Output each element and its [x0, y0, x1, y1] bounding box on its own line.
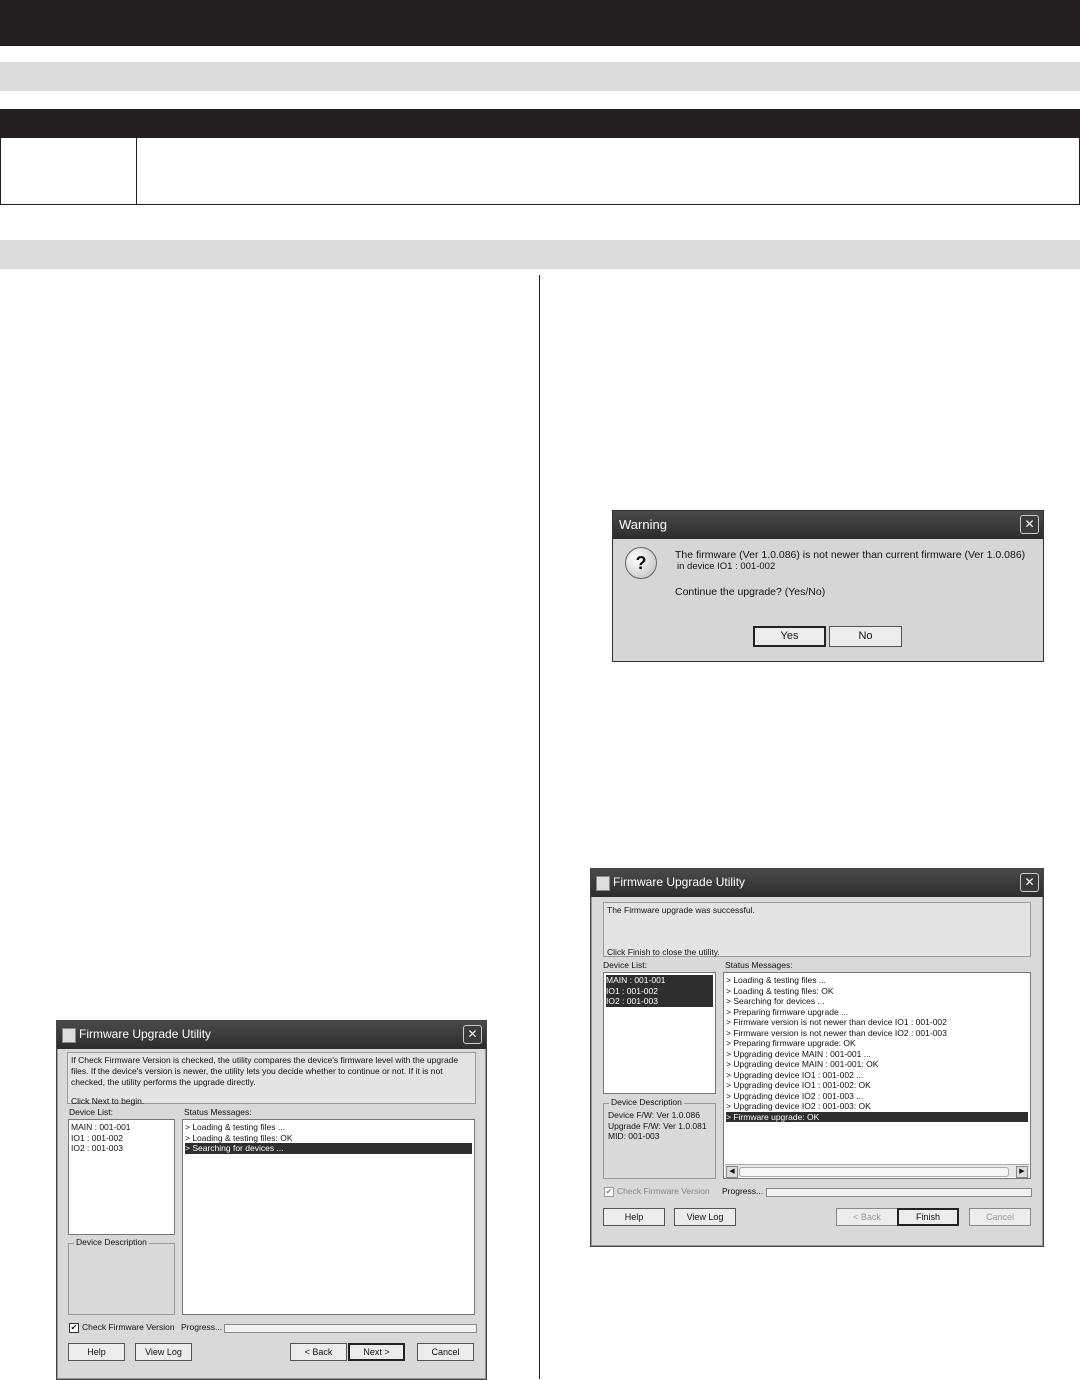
close-icon[interactable]: ✕: [463, 1025, 482, 1044]
check-firmware-checkbox[interactable]: ✔: [70, 1323, 78, 1332]
warning-titlebar: [613, 511, 1043, 539]
app-icon: [62, 1028, 76, 1043]
device-description-label: Device Description: [611, 1097, 682, 1107]
scroll-left-icon[interactable]: ◀: [726, 1166, 738, 1178]
status-message: > Firmware upgrade: OK: [726, 1112, 1028, 1123]
device-list-item[interactable]: IO1 : 001-002: [606, 986, 713, 997]
app-icon: [596, 876, 610, 891]
warning-question: Continue the upgrade? (Yes/No): [675, 586, 826, 598]
status-message: > Upgrading device IO1 : 001-002 ...: [726, 1069, 864, 1080]
device-list-item[interactable]: MAIN : 001-001: [606, 975, 713, 986]
table-cell-divider: [136, 138, 137, 204]
question-icon: ?: [625, 547, 657, 579]
cancel-button[interactable]: Cancel: [969, 1208, 1031, 1226]
yes-button[interactable]: Yes: [753, 626, 826, 647]
status-message: > Loading & testing files ...: [726, 975, 826, 985]
warning-message: [675, 549, 1025, 598]
instructions-line: files. If the device's version is newer, the utility lets you decide whether to continue or not. If it is not: [71, 1066, 443, 1076]
window-title: Firmware Upgrade Utility: [79, 1027, 212, 1041]
next-button[interactable]: Next >: [348, 1343, 405, 1361]
device-description-label: Device Description: [76, 1237, 147, 1247]
warning-line: The firmware (Ver 1.0.086) is not newer than current firmware (Ver 1.0.086): [675, 549, 1026, 561]
device-list-item[interactable]: IO2 : 001-003: [606, 996, 713, 1007]
progress-bar: [766, 1188, 1032, 1197]
status-message: > Loading & testing files ...: [185, 1122, 285, 1132]
view-log-button[interactable]: View Log: [674, 1208, 736, 1226]
status-message: > Upgrading device IO2 : 001-003 ...: [726, 1090, 864, 1101]
status-message: > Firmware version is not newer than device IO2 : 001-003: [726, 1027, 947, 1038]
status-message: > Searching for devices ...: [185, 1143, 472, 1154]
status-message: > Upgrading device IO2 : 001-003: OK: [726, 1101, 871, 1111]
help-button[interactable]: Help: [603, 1208, 665, 1226]
instructions-line: If Check Firmware Version is checked, the utility compares the device's firmware level with the upgrade: [71, 1055, 459, 1065]
scrollbar-thumb[interactable]: [739, 1167, 1009, 1177]
check-firmware-checkbox[interactable]: ✔: [605, 1187, 613, 1196]
device-list-item[interactable]: IO2 : 001-003: [71, 1143, 123, 1153]
firmware-upgrade-window-start: [56, 1020, 487, 1380]
finish-button[interactable]: Finish: [897, 1208, 959, 1226]
progress-label: Progress...: [181, 1322, 223, 1332]
device-fw-version: Device F/W: Ver 1.0.086: [608, 1110, 700, 1120]
table-header-bar: [0, 109, 1080, 138]
instructions-line: Click Next to begin.: [71, 1096, 145, 1106]
cancel-button[interactable]: Cancel: [417, 1343, 474, 1361]
warning-line: in device IO1 : 001-002: [677, 561, 776, 572]
table-row: [0, 138, 1080, 205]
window-titlebar: [57, 1021, 486, 1049]
status-messages-label: Status Messages:: [725, 960, 793, 970]
instructions-box: [67, 1052, 476, 1104]
firmware-upgrade-window-finished: [590, 868, 1044, 1247]
device-list[interactable]: [68, 1119, 175, 1235]
back-button[interactable]: < Back: [836, 1208, 898, 1226]
warning-dialog: [612, 510, 1044, 662]
status-messages-list[interactable]: [182, 1119, 475, 1315]
help-button[interactable]: Help: [68, 1343, 125, 1361]
instructions-line: checked, the utility performs the upgrade directly.: [71, 1077, 256, 1087]
page-header-bar: [0, 0, 1080, 46]
status-messages-list[interactable]: [723, 972, 1031, 1179]
check-firmware-label: Check Firmware Version: [82, 1322, 175, 1332]
check-firmware-label: Check Firmware Version: [617, 1186, 710, 1196]
view-log-button[interactable]: View Log: [135, 1343, 192, 1361]
back-button[interactable]: < Back: [290, 1343, 347, 1361]
device-list[interactable]: [603, 972, 716, 1094]
no-button[interactable]: No: [829, 626, 902, 647]
column-divider: [539, 275, 540, 1379]
horizontal-scrollbar[interactable]: [725, 1164, 1029, 1177]
window-titlebar: [591, 869, 1043, 897]
status-message: > Preparing firmware upgrade: OK: [726, 1038, 856, 1048]
progress-label: Progress...: [722, 1186, 764, 1196]
section-band-top: [0, 62, 1080, 91]
scroll-right-icon[interactable]: ▶: [1016, 1166, 1028, 1178]
device-list-item[interactable]: IO1 : 001-002: [71, 1132, 123, 1143]
device-list-label: Device List:: [69, 1107, 113, 1117]
close-icon[interactable]: ✕: [1020, 515, 1039, 534]
status-message: > Preparing firmware upgrade ...: [726, 1006, 849, 1017]
device-list-item[interactable]: MAIN : 001-001: [71, 1122, 131, 1132]
instructions-box: [603, 902, 1031, 957]
warning-title: Warning: [619, 517, 667, 532]
instructions-line: Click Finish to close the utility.: [607, 947, 720, 957]
status-message: > Upgrading device MAIN : 001-001: OK: [726, 1059, 879, 1069]
status-message: > Upgrading device MAIN : 001-001 ...: [726, 1048, 871, 1059]
status-message: > Upgrading device IO1 : 001-002: OK: [726, 1080, 871, 1090]
device-description-group: [603, 1097, 716, 1179]
close-icon[interactable]: ✕: [1020, 873, 1039, 892]
progress-bar: [224, 1324, 477, 1333]
device-mid: MID: 001-003: [608, 1131, 660, 1141]
device-description-group: [68, 1237, 175, 1315]
device-list-label: Device List:: [603, 960, 647, 970]
status-message: > Loading & testing files: OK: [185, 1132, 293, 1143]
upgrade-fw-version: Upgrade F/W: Ver 1.0.081: [608, 1120, 707, 1131]
section-band-bottom: [0, 240, 1080, 269]
status-message: > Firmware version is not newer than device IO1 : 001-002: [726, 1017, 947, 1027]
status-message: > Searching for devices ...: [726, 996, 825, 1006]
status-message: > Loading & testing files: OK: [726, 985, 834, 996]
instructions-line: The Firmware upgrade was successful.: [607, 905, 755, 915]
status-messages-label: Status Messages:: [184, 1107, 252, 1117]
window-title: Firmware Upgrade Utility: [613, 875, 746, 889]
